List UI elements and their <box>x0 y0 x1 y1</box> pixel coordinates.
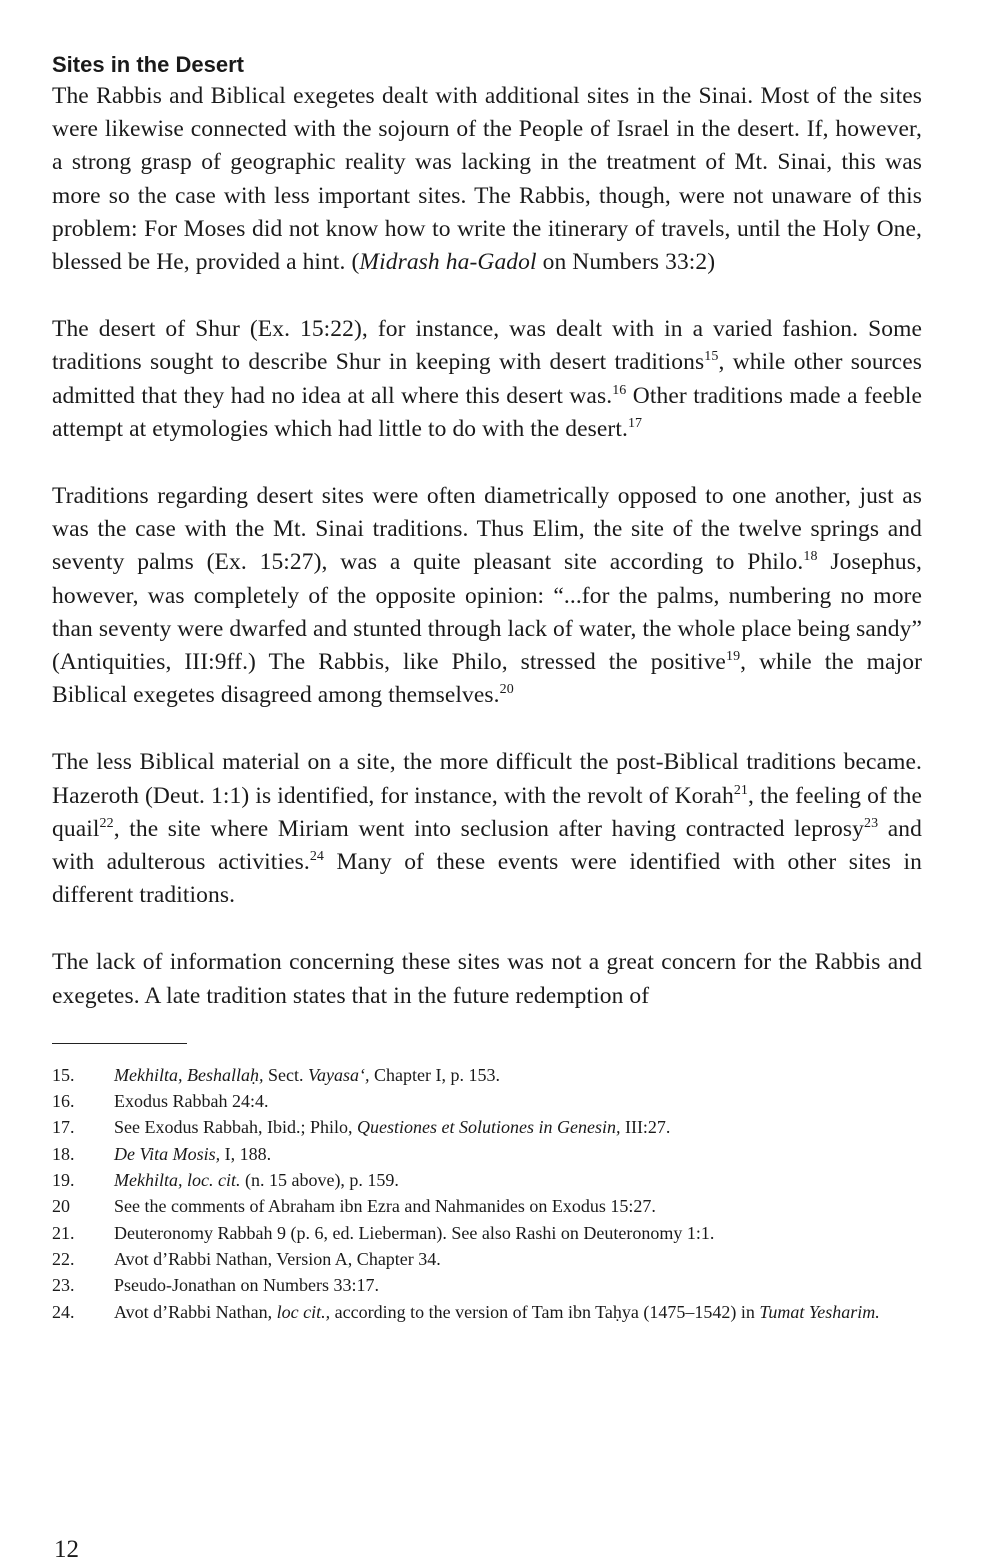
footnote-ref: 19 <box>725 649 741 665</box>
footnote-22: 22. Avot d’Rabbi Nathan, Version A, Chapter 34. <box>52 1248 441 1269</box>
paragraph-3: Traditions regarding desert sites were often diametrically opposed to one another, just as was the case with the Mt. Sinai traditions. Thus Elim, the site of the twelve springs and seventy palms (Ex. 15:27), was a quite pleasant site according to Philo.$^{18}$ Josephus, however, was completely of the opposite opinion: “...for the palms, numbering no more than seventy were dwarfed and stunted through lack of water, the whole place being sandy” (Antiquities, III:9ff.) The Rabbis, like Philo, stressed the positive$^{19}$, while the major Biblical exegetes disagreed among themselves.$^{20}$ <box>52 483 922 709</box>
footnote-17: 17. See Exodus Rabbah, Ibid.; Philo, Questiones et Solutiones in Genesin, III:27. <box>52 1117 671 1138</box>
footnote-ref: 21 <box>733 782 749 798</box>
footnote-ref: 24 <box>309 849 325 865</box>
footnote-16: 16. Exodus Rabbah 24:4. <box>52 1091 269 1112</box>
footnote-ref: 18 <box>803 549 818 565</box>
footnote-21: 21. Deuteronomy Rabbah 9 (p. 6, ed. Lieberman). See also Rashi on Deuteronomy 1:1. <box>52 1222 715 1243</box>
page-body <box>52 50 922 1325</box>
footnote-15: 15. Mekhilta, Beshallaḥ, Sect. Vayasa‘, Chapter I, p. 153. <box>52 1064 500 1085</box>
paragraph-4: The less Biblical material on a site, the more difficult the post-Biblical traditions became. Hazeroth (Deut. 1:1) is identified, for instance, with the revolt of Korah$^{21}$, the feeling of the quail$^{22}$, the site where Miriam went into seclusion after having contracted leprosy$^{23}$ and with adulterous activities.$^{24}$ Many of these events were identified with other sites in different traditions. <box>52 749 922 909</box>
footnote-ref: 16 <box>612 382 627 398</box>
footnote-ref: 17 <box>627 415 643 431</box>
section-heading: Sites in the Desert <box>52 52 244 77</box>
footnote-ref: 20 <box>499 682 514 698</box>
paragraph-1: The Rabbis and Biblical exegetes dealt with additional sites in the Sinai. Most of the sites were likewise connected with the sojourn of the People of Israel in the desert. If, however, a strong grasp of geographic reality was lacking in the treatment of Mt. Sinai, this was more so the case with less important sites. The Rabbis, though, were not unaware of this problem: For Moses did not know how to write the itinerary of travels, until the Holy One, blessed be He, provided a hint. (Midrash ha-Gadol on Numbers 33:2) <box>52 83 922 276</box>
footnote-20: 20 See the comments of Abraham ibn Ezra and Nahmanides on Exodus 15:27. <box>52 1196 656 1217</box>
footnote-ref: 23 <box>864 815 879 831</box>
footnote-18: 18. De Vita Mosis, I, 188. <box>52 1143 272 1164</box>
page-number: 12 <box>54 1536 79 1563</box>
paragraph-2: The desert of Shur (Ex. 15:22), for instance, was dealt with in a varied fashion. Some traditions sought to describe Shur in keeping with desert traditions$^{15}$, while other sources admitted that they had no idea at all where this desert was.$^{16}$ Other traditions made a feeble attempt at etymologies which had little to do with the desert.$^{17}$ <box>52 316 922 442</box>
footnote-24: 24. Avot d’Rabbi Nathan, loc cit., according to the version of Tam ibn Taḥya (1475–1542) in Tumat Yesharim. <box>52 1301 880 1322</box>
footnote-19: 19. Mekhilta, loc. cit. (n. 15 above), p. 159. <box>52 1170 399 1191</box>
paragraph-5: The lack of information concerning these sites was not a great concern for the Rabbis and exegetes. A late tradition states that in the future redemption of <box>52 949 922 1009</box>
footnotes <box>52 1062 922 1325</box>
footnote-divider <box>52 1043 187 1044</box>
footnote-ref: 15 <box>704 349 719 365</box>
footnote-23: 23. Pseudo-Jonathan on Numbers 33:17. <box>52 1275 379 1296</box>
footnote-ref: 22 <box>99 815 114 831</box>
